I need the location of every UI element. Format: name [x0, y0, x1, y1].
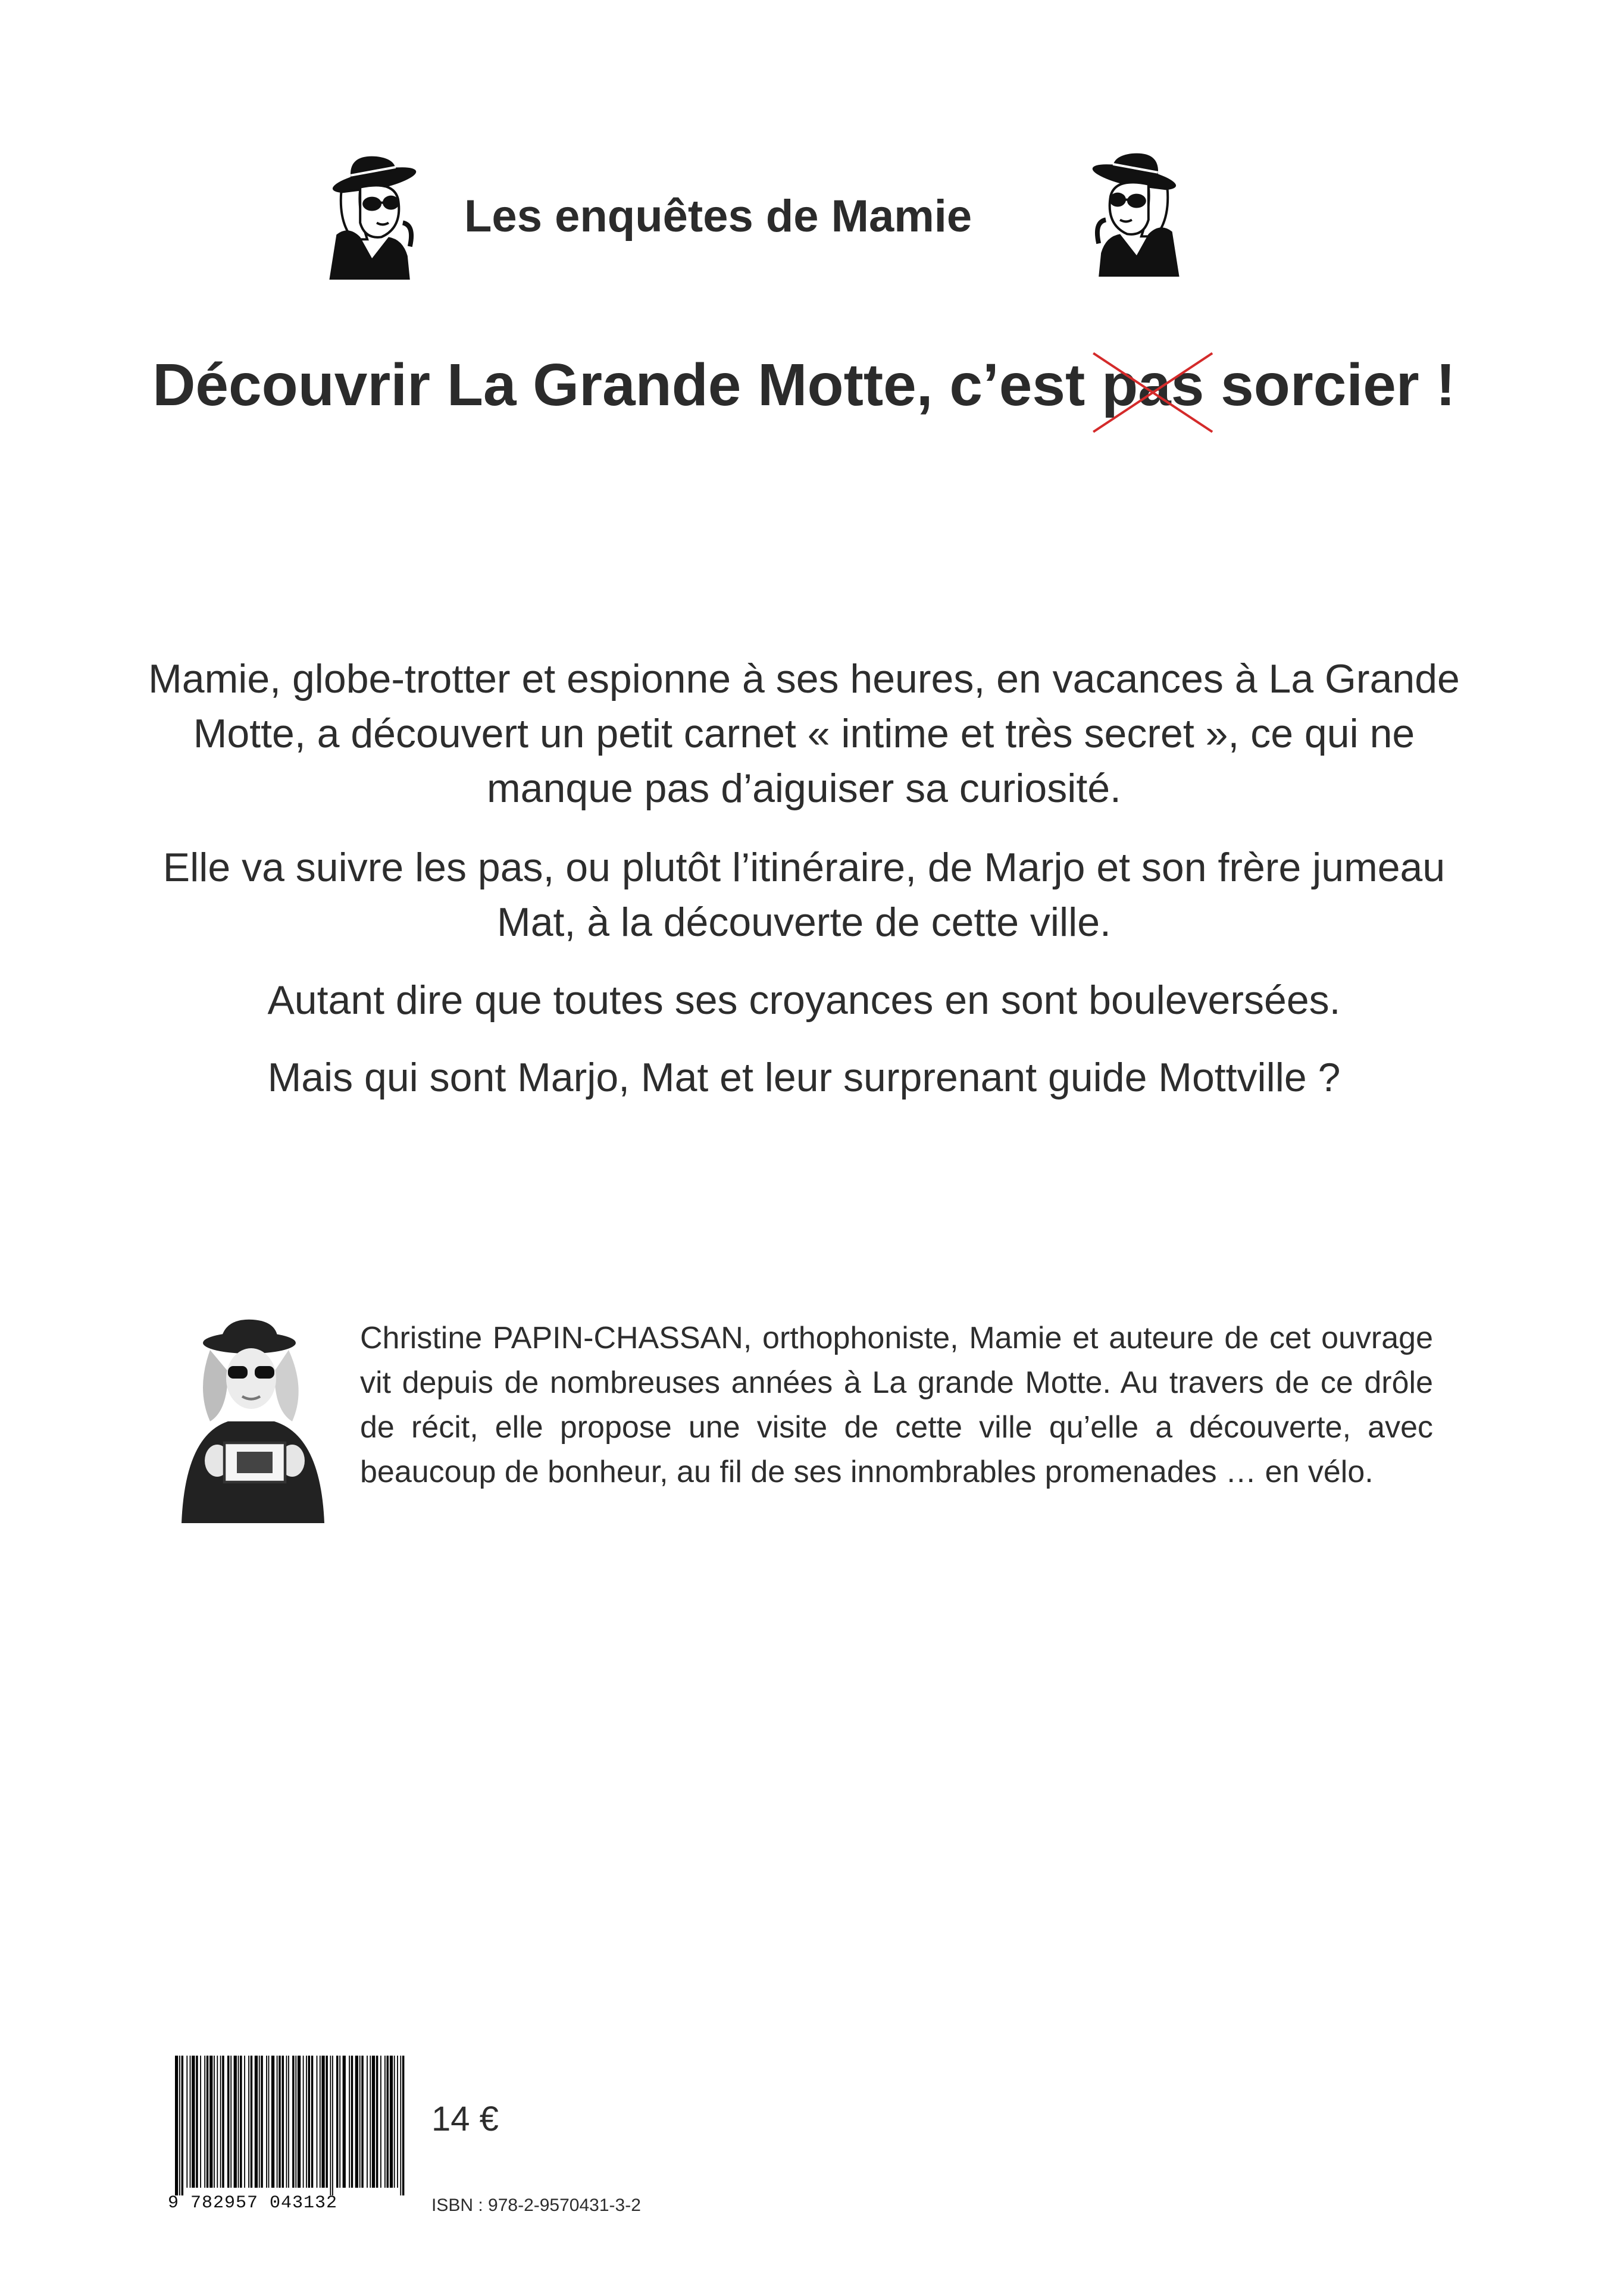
barcode-bar: [370, 2056, 371, 2188]
synopsis-paragraph: Mamie, globe-trotter et espionne à ses heures, en vacances à La Grande Motte, a découvert un petit carnet « intime et très secret », ce qui ne manque pas d’aiguiser sa curiosité.: [148, 656, 1460, 811]
barcode-bar: [255, 2056, 258, 2188]
barcode-bar: [292, 2056, 295, 2188]
barcode-bar: [397, 2056, 398, 2188]
barcode-bar: [230, 2056, 231, 2188]
barcode-bar: [288, 2056, 289, 2188]
barcode-bar: [204, 2056, 205, 2188]
barcode-bar: [240, 2056, 242, 2188]
barcode-bar: [298, 2056, 301, 2188]
barcode-bar: [259, 2056, 260, 2188]
barcode-bar: [244, 2056, 245, 2188]
barcode-bar: [182, 2056, 184, 2195]
barcode-bar: [400, 2056, 401, 2195]
barcode-bar: [234, 2056, 237, 2188]
barcode-bar: [320, 2056, 321, 2188]
barcode-bar: [372, 2056, 375, 2188]
synopsis-paragraph: Autant dire que toutes ses croyances en sont bouleversées.: [267, 978, 1341, 1023]
barcode-bar: [394, 2056, 395, 2188]
barcode-bar: [332, 2056, 333, 2195]
barcode-bar: [186, 2056, 187, 2188]
isbn: ISBN : 978-2-9570431-3-2: [431, 2195, 641, 2215]
barcode-bar: [390, 2056, 393, 2188]
barcode-bar: [175, 2056, 178, 2195]
barcode-bar: [311, 2056, 314, 2188]
barcode-bar: [384, 2056, 386, 2188]
barcode-bar: [303, 2056, 304, 2188]
barcode-bar: [227, 2056, 230, 2188]
barcode-bar: [192, 2056, 195, 2188]
title-after: sorcier !: [1204, 352, 1456, 418]
barcode-bar: [339, 2056, 340, 2188]
barcode: [173, 2056, 408, 2195]
barcode-bar: [214, 2056, 215, 2188]
barcode-bar: [196, 2056, 198, 2188]
barcode-bar: [321, 2056, 324, 2188]
crossed-word: [1102, 351, 1204, 419]
title-before: Découvrir La Grande Motte, c’est: [152, 352, 1102, 418]
barcode-bar: [402, 2056, 405, 2195]
book-title: [0, 351, 1608, 419]
barcode-bar: [380, 2056, 381, 2188]
barcode-bar: [217, 2056, 218, 2188]
barcode-bar: [222, 2056, 224, 2188]
author-photo: [164, 1318, 342, 1523]
barcode-bar: [266, 2056, 267, 2188]
barcode-bar: [295, 2056, 296, 2188]
barcode-bar: [179, 2056, 180, 2195]
barcode-bar: [282, 2056, 284, 2188]
barcode-bar: [330, 2056, 331, 2195]
barcode-bar: [355, 2056, 358, 2188]
barcode-bar: [279, 2056, 281, 2188]
barcode-bar: [268, 2056, 270, 2188]
barcode-bar: [209, 2056, 212, 2188]
barcode-bar: [306, 2056, 307, 2188]
barcode-bar: [271, 2056, 274, 2188]
barcode-bar: [261, 2056, 263, 2188]
price: 14 €: [431, 2100, 499, 2138]
barcode-bar: [359, 2056, 361, 2188]
barcode-bar: [200, 2056, 201, 2188]
barcode-bar: [343, 2056, 346, 2188]
barcode-bar: [361, 2056, 364, 2188]
synopsis-paragraph: Elle va suivre les pas, ou plutôt l’itinéraire, de Marjo et son frère jumeau Mat, à la découverte de cette ville.: [162, 845, 1446, 945]
crossed-word-text: pas: [1102, 352, 1205, 418]
barcode-bar: [351, 2056, 353, 2188]
barcode-bar: [251, 2056, 253, 2188]
synopsis-paragraph: Mais qui sont Marjo, Mat et leur surprenant guide Mottville ?: [267, 1055, 1341, 1100]
barcode-digits: 9 782957 043132: [168, 2193, 338, 2213]
barcode-bar: [336, 2056, 339, 2188]
cross-out-icon: [1091, 348, 1215, 434]
spy-mamie-icon: [1065, 149, 1184, 277]
series-title: Les enquêtes de Mamie: [464, 191, 972, 242]
barcode-bar: [387, 2056, 389, 2188]
barcode-bar: [207, 2056, 209, 2188]
barcode-bar: [238, 2056, 239, 2188]
barcode-bar: [286, 2056, 287, 2188]
barcode-bar: [220, 2056, 221, 2188]
barcode-bar: [376, 2056, 378, 2188]
spy-mamie-icon: [324, 152, 443, 280]
barcode-bar: [326, 2056, 328, 2188]
barcode-bar: [248, 2056, 249, 2188]
barcode-bar: [308, 2056, 311, 2188]
barcode-bar: [349, 2056, 350, 2188]
barcode-bar: [277, 2056, 278, 2188]
barcode-bar: [367, 2056, 368, 2188]
barcode-bar: [317, 2056, 318, 2188]
author-bio: Christine PAPIN-CHASSAN, orthophoniste, Mamie et auteure de cet ouvrage vit depuis de nombreuses années à La grande Motte. Au travers de ce drôle de récit, elle propose une visite de cette ville qu’elle a découverte, avec beaucoup de bonheur, au fil de ses innombrables promenades … en vélo.: [360, 1321, 1433, 1489]
barcode-bar: [190, 2056, 191, 2188]
